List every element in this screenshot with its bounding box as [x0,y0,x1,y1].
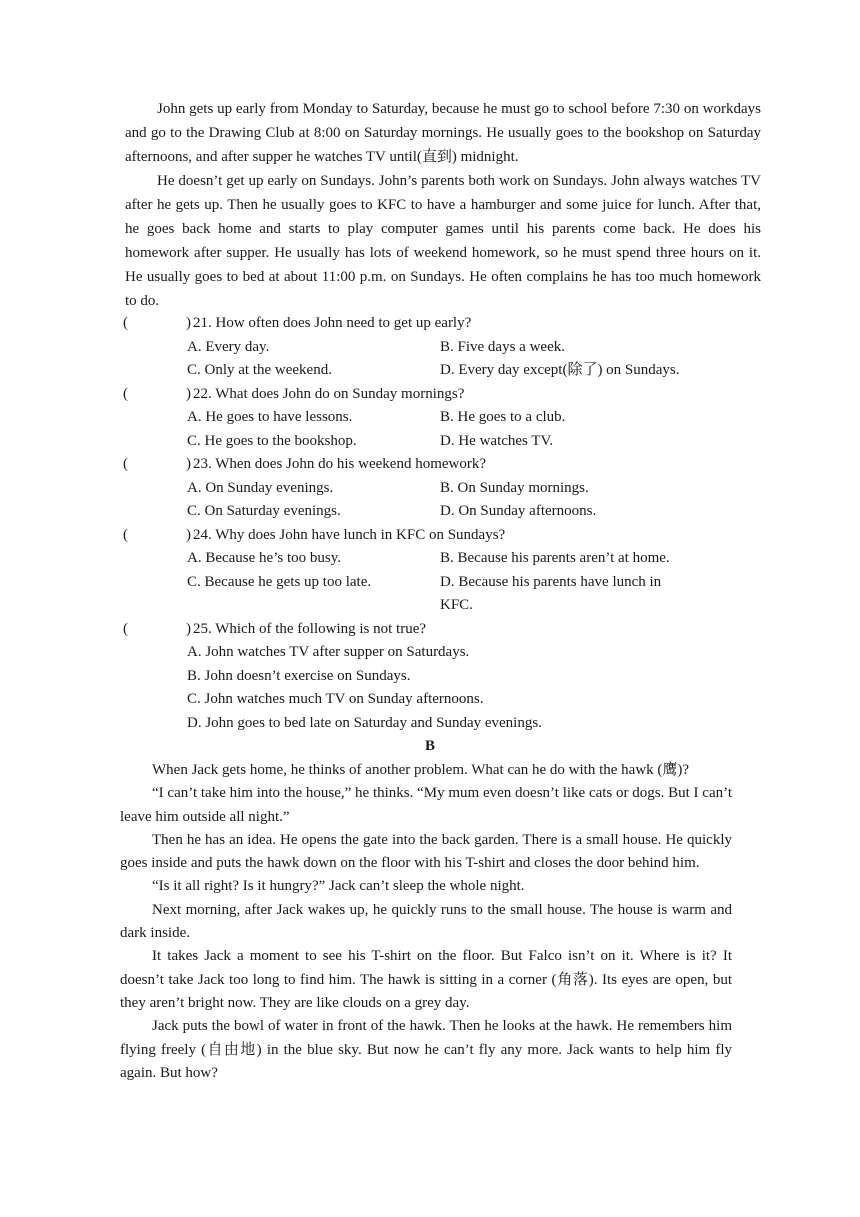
answer-blank[interactable] [123,524,193,548]
option-a[interactable]: A. Because he’s too busy. [187,550,341,566]
passage-b-paragraph-4: “Is it all right? Is it hungry?” Jack can’t sleep the whole night. [152,878,525,895]
question-list [123,312,763,735]
question-number: 24. [193,526,212,543]
option-d[interactable]: D. Every day except(除了) on Sundays. [440,362,680,378]
options [123,547,763,618]
passage-b-paragraph-2: “I can’t take him into the house,” he thinks. “My mum even doesn’t like cats or dogs. But I can’t leave him outside all night.” [120,785,732,825]
option-c[interactable]: C. Because he gets up too late. [187,573,372,590]
question-number: 25. [193,620,212,637]
option-a[interactable]: A. On Sunday evenings. [187,479,334,496]
answer-bracket-close: ) [186,456,191,472]
answer-blank[interactable] [123,383,193,407]
answer-bracket-open: ( [123,620,128,637]
question-text: Which of the following is not true? [215,620,427,637]
options [123,336,763,383]
option-b[interactable]: B. He goes to a club. [440,409,566,425]
option-c[interactable]: C. On Saturday evenings. [187,503,341,519]
question-stem [123,312,763,336]
passage-a-paragraph-2: He doesn’t get up early on Sundays. John’s parents both work on Sundays. John always watches TV after he gets up. Then he usually goes to KFC to have a hamburger and some juice for lunch. After that, he goes back home and starts to play computer games until his parents come back. He does his homework after supper. He usually has lots of weekend homework, so he must spend three hours on it. He usually goes to bed at about 11:00 p.m. on Sundays. He often complains he has too much homework to do. [125,173,761,309]
question-text: How often does John need to get up early? [215,315,472,331]
question-stem [123,524,763,548]
passage-b-paragraph-1: When Jack gets home, he thinks of another problem. What can he do with the hawk (鹰)? [152,762,690,778]
option-d[interactable]: D. He watches TV. [440,432,554,449]
option-d[interactable]: D. Because his parents have lunch in KFC. [440,573,662,613]
answer-bracket-close: ) [186,315,191,331]
question-number: 23. [193,456,212,472]
option-d[interactable]: D. John goes to bed late on Saturday and Sunday evenings. [187,714,542,731]
option-c[interactable]: C. John watches much TV on Sunday afternoons. [187,691,484,707]
options [123,641,763,735]
passage-a-paragraph-1: John gets up early from Monday to Saturday, because he must go to school before 7:30 on workdays and go to the Drawing Club at 8:00 on Saturday mornings. He usually goes to the bookshop on Saturday afternoons, and after supper he watches TV until(直到) midnight. [125,101,761,165]
question-22 [123,383,763,454]
answer-bracket-open: ( [123,456,128,472]
passage-a [125,97,761,313]
section-b-heading: B [424,738,435,754]
question-text: What does John do on Sunday mornings? [215,385,465,402]
question-21 [123,312,763,383]
option-a[interactable]: A. Every day. [187,338,270,355]
answer-bracket-open: ( [123,385,128,402]
option-a[interactable]: A. He goes to have lessons. [187,409,353,425]
answer-blank[interactable] [123,453,193,477]
question-stem [123,383,763,407]
option-b[interactable]: B. Five days a week. [440,338,565,355]
answer-bracket-close: ) [186,526,191,543]
option-b[interactable]: B. John doesn’t exercise on Sundays. [187,667,411,684]
answer-blank[interactable] [123,312,193,336]
question-23 [123,453,763,524]
question-stem [123,618,763,642]
passage-b-paragraph-3: Then he has an idea. He opens the gate into the back garden. There is a small house. He quickly goes inside and puts the hawk down on the floor with his T-shirt and closes the door behind him. [120,831,732,872]
answer-bracket-close: ) [186,620,191,637]
question-text: When does John do his weekend homework? [215,456,487,472]
passage-b-paragraph-7: Jack puts the bowl of water in front of the hawk. Then he looks at the hawk. He remembers him flying freely (自由地) in the blue sky. But now he can’t fly any more. Jack wants to help him fly again. But how? [120,1018,732,1081]
question-number: 21. [193,315,212,331]
option-c[interactable]: C. He goes to the bookshop. [187,432,357,449]
answer-bracket-open: ( [123,526,128,543]
question-25 [123,618,763,736]
option-a[interactable]: A. John watches TV after supper on Saturdays. [187,644,470,660]
answer-blank[interactable] [123,618,193,642]
question-24 [123,524,763,618]
options [123,406,763,453]
question-stem [123,453,763,477]
option-c[interactable]: C. Only at the weekend. [187,362,332,378]
answer-bracket-close: ) [186,385,191,402]
option-b[interactable]: B. Because his parents aren’t at home. [440,550,670,566]
question-text: Why does John have lunch in KFC on Sundays? [215,526,506,543]
options [123,477,763,524]
passage-b-paragraph-6: It takes Jack a moment to see his T-shirt on the floor. But Falco isn’t on it. Where is it? It doesn’t take Jack too long to find him. The hawk is sitting in a corner (角落). Its eyes are open, but they aren’t bright now. They are like clouds on a grey day. [120,948,732,1011]
question-number: 22. [193,385,212,402]
option-d[interactable]: D. On Sunday afternoons. [440,503,597,519]
option-b[interactable]: B. On Sunday mornings. [440,479,589,496]
passage-b-paragraph-5: Next morning, after Jack wakes up, he quickly runs to the small house. The house is warm and dark inside. [120,901,732,942]
answer-bracket-open: ( [123,315,128,331]
passage-b [120,759,732,1085]
